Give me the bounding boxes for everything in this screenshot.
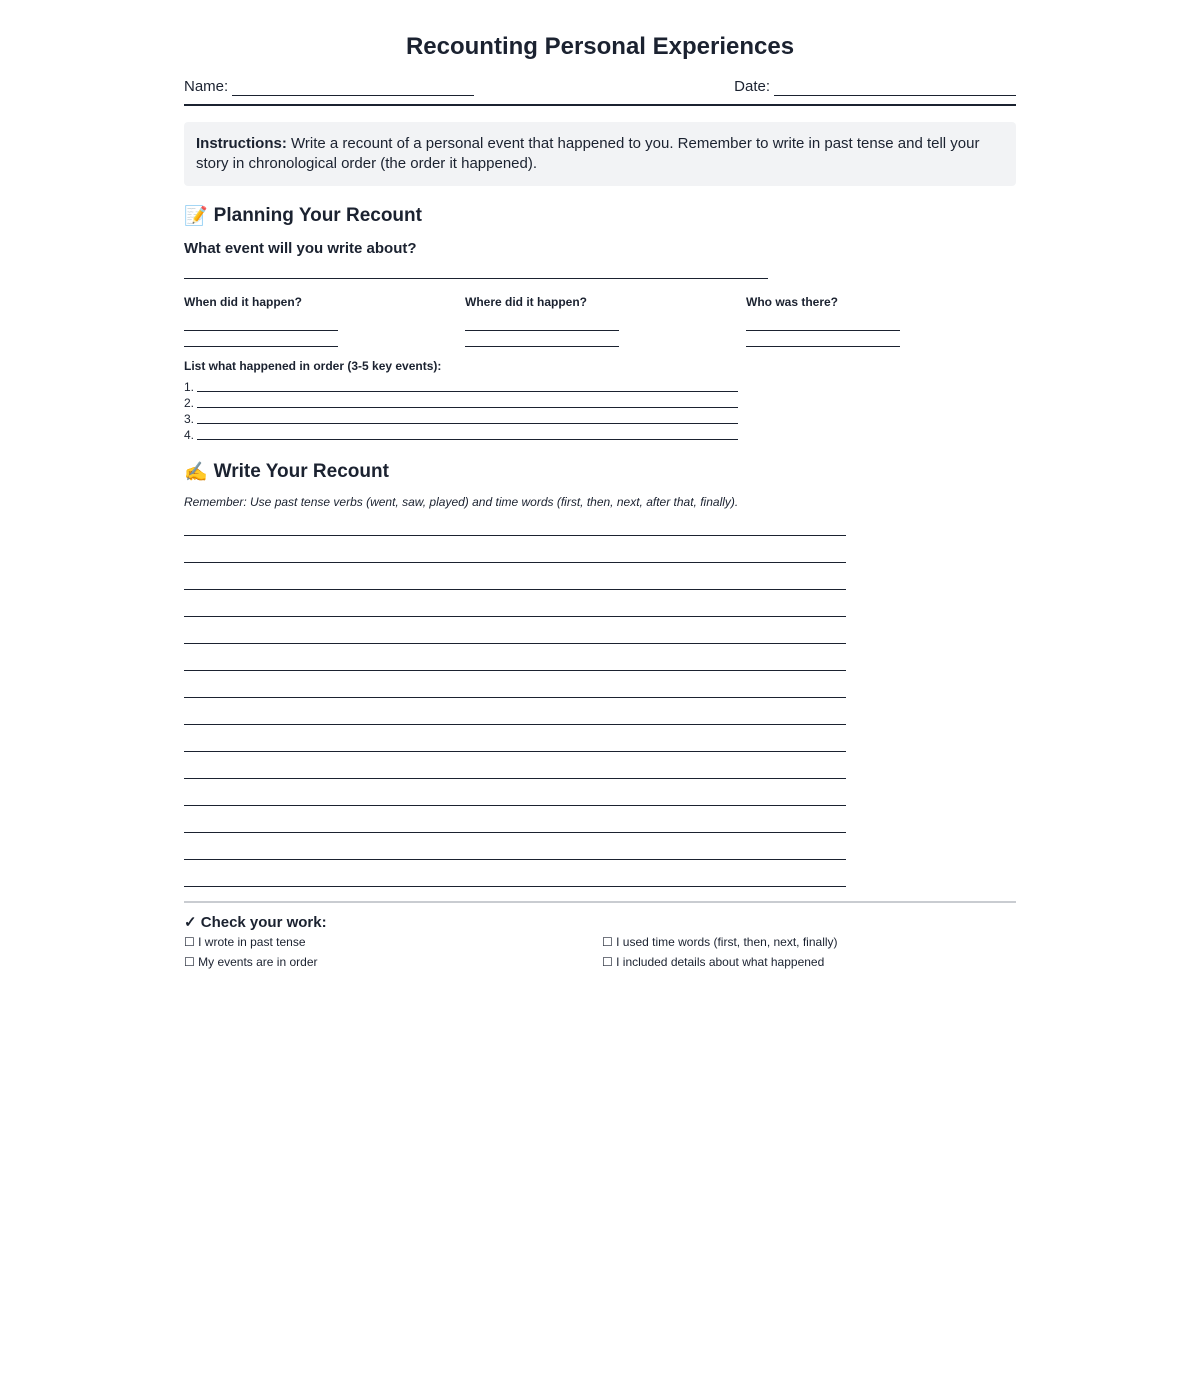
who-answer-line-2[interactable] bbox=[746, 346, 900, 347]
checklist-item-label: I wrote in past tense bbox=[198, 935, 306, 949]
writing-reminder: Remember: Use past tense verbs (went, saw, played) and time words (first, then, next, after that, finally). bbox=[184, 495, 739, 509]
writing-heading bbox=[184, 460, 389, 484]
writing-line[interactable] bbox=[184, 779, 846, 806]
instructions-text: Write a recount of a personal event that happened to you. Remember to write in past tense and tell your story in chronological order (the order it happened). bbox=[196, 135, 980, 172]
name-label: Name: bbox=[184, 78, 229, 95]
list-number: 4. bbox=[184, 428, 195, 442]
checkbox-icon[interactable]: ☐ bbox=[602, 955, 613, 969]
date-field bbox=[734, 78, 1016, 95]
when-answer-line-2[interactable] bbox=[184, 346, 338, 347]
writing-hand-icon: ✍ bbox=[184, 462, 208, 483]
event-line[interactable] bbox=[197, 428, 738, 440]
checklist-item[interactable] bbox=[602, 935, 838, 949]
list-number: 2. bbox=[184, 396, 195, 410]
planning-heading-text: Planning Your Recount bbox=[213, 205, 422, 226]
checkbox-icon[interactable]: ☐ bbox=[184, 935, 195, 949]
where-label: Where did it happen? bbox=[465, 295, 587, 309]
writing-line[interactable] bbox=[184, 806, 846, 833]
checkbox-icon[interactable]: ☐ bbox=[602, 935, 613, 949]
event-line[interactable] bbox=[197, 380, 738, 392]
list-item bbox=[184, 394, 738, 410]
writing-line[interactable] bbox=[184, 671, 846, 698]
when-label: When did it happen? bbox=[184, 295, 302, 309]
where-column bbox=[465, 295, 725, 347]
event-list-label: List what happened in order (3-5 key events): bbox=[184, 359, 442, 373]
checklist-item-label: I included details about what happened bbox=[616, 955, 825, 969]
checklist-item-label: I used time words (first, then, next, finally) bbox=[616, 935, 838, 949]
writing-line[interactable] bbox=[184, 644, 846, 671]
page-title: Recounting Personal Experiences bbox=[405, 33, 795, 60]
writing-line[interactable] bbox=[184, 725, 846, 752]
writing-lines bbox=[184, 509, 846, 887]
checkbox-icon[interactable]: ☐ bbox=[184, 955, 195, 969]
writing-line[interactable] bbox=[184, 752, 846, 779]
date-label: Date: bbox=[734, 78, 770, 95]
list-item bbox=[184, 426, 738, 442]
when-column bbox=[184, 295, 444, 347]
writing-line[interactable] bbox=[184, 698, 846, 725]
name-input-line[interactable] bbox=[232, 81, 474, 96]
checklist-heading: ✓ Check your work: bbox=[184, 914, 327, 931]
name-field bbox=[184, 78, 474, 95]
where-answer-line-2[interactable] bbox=[465, 346, 619, 347]
list-number: 3. bbox=[184, 412, 195, 426]
event-question: What event will you write about? bbox=[184, 240, 417, 257]
list-item bbox=[184, 410, 738, 426]
instructions-box bbox=[184, 122, 1016, 186]
event-line[interactable] bbox=[197, 396, 738, 408]
instructions-label: Instructions: bbox=[196, 135, 287, 152]
writing-line[interactable] bbox=[184, 509, 846, 536]
who-label: Who was there? bbox=[746, 295, 839, 309]
section-divider bbox=[184, 901, 1016, 903]
who-column bbox=[746, 295, 1006, 347]
writing-heading-text: Write Your Recount bbox=[213, 461, 389, 482]
memo-icon: 📝 bbox=[184, 206, 208, 227]
date-input-line[interactable] bbox=[774, 81, 1016, 96]
writing-line[interactable] bbox=[184, 860, 846, 887]
where-answer-line-1[interactable] bbox=[465, 330, 619, 331]
when-answer-line-1[interactable] bbox=[184, 330, 338, 331]
planning-heading bbox=[184, 204, 422, 228]
writing-line[interactable] bbox=[184, 833, 846, 860]
checklist-item[interactable] bbox=[602, 955, 824, 969]
writing-line[interactable] bbox=[184, 536, 846, 563]
writing-line[interactable] bbox=[184, 590, 846, 617]
checklist-item[interactable] bbox=[184, 955, 318, 969]
event-answer-line[interactable] bbox=[184, 278, 768, 279]
who-answer-line-1[interactable] bbox=[746, 330, 900, 331]
event-line[interactable] bbox=[197, 412, 738, 424]
name-date-header bbox=[184, 76, 1016, 106]
checklist-item[interactable] bbox=[184, 935, 306, 949]
writing-line[interactable] bbox=[184, 563, 846, 590]
list-item bbox=[184, 378, 738, 394]
checklist-item-label: My events are in order bbox=[198, 955, 318, 969]
list-number: 1. bbox=[184, 380, 195, 394]
event-list bbox=[184, 378, 738, 442]
writing-line[interactable] bbox=[184, 617, 846, 644]
